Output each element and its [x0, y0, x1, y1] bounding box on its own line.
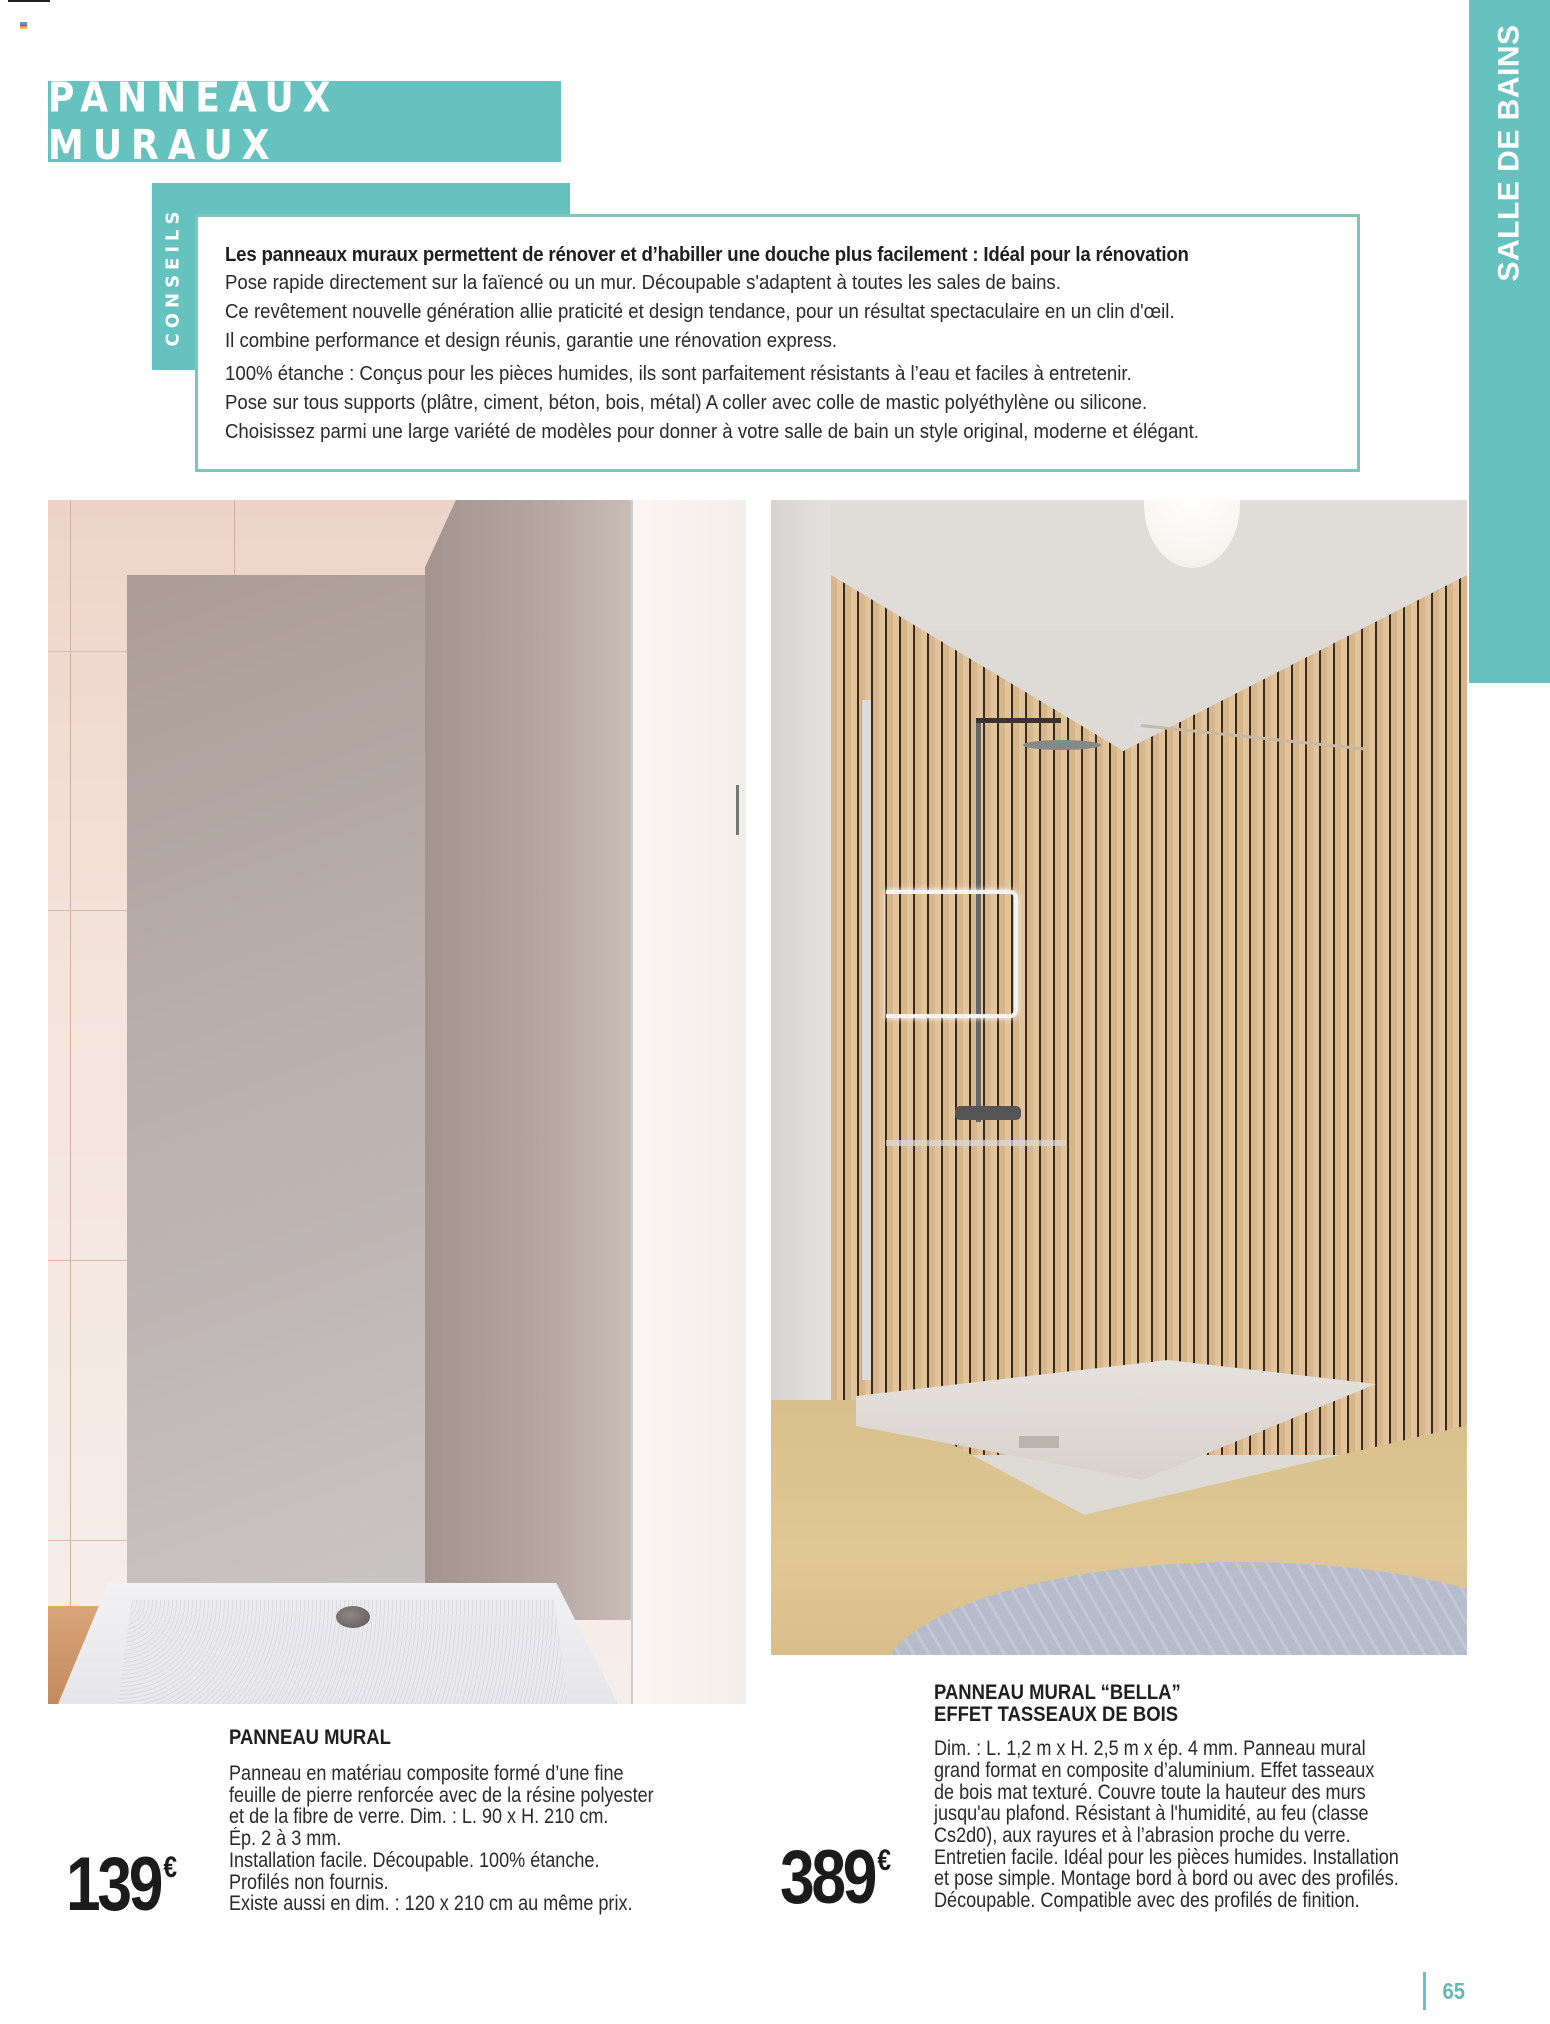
description-line: Existe aussi en dim. : 120 x 210 cm au même prix.	[229, 1892, 633, 1915]
section-title-banner	[48, 74, 561, 169]
tips-group-2	[225, 360, 1331, 447]
drain-icon	[336, 1606, 370, 1628]
description-line: grand format en composite d’aluminium. Effet tasseaux	[934, 1759, 1375, 1782]
description-line: Profilés non fournis.	[229, 1871, 389, 1894]
product-title: PANNEAU MURAL	[229, 1726, 391, 1749]
section-title: PANNEAUX MURAUX	[48, 74, 340, 169]
page-number-value: 65	[1442, 1977, 1466, 2004]
product-subtitle: EFFET TASSEAUX DE BOIS	[934, 1703, 1179, 1726]
description-line: Installation facile. Découpable. 100% étanche.	[229, 1849, 600, 1872]
thermostatic-mixer	[955, 1106, 1021, 1120]
currency-symbol: €	[877, 1844, 892, 1877]
currency-symbol: €	[163, 1851, 178, 1884]
page-number-rule	[1423, 1972, 1426, 2010]
price-tag	[66, 1842, 178, 1927]
description-line: Ép. 2 à 3 mm.	[229, 1827, 342, 1850]
tips-line: Ce revêtement nouvelle génération allie praticité et design tendance, pour un résultat spectaculaire en un clin d'œil.	[225, 301, 1175, 323]
tips-box	[195, 214, 1360, 472]
tips-group-1	[225, 269, 1331, 356]
crop-mark	[8, 0, 50, 2]
description-line: et de la fibre de verre. Dim. : L. 90 x H. 210 cm.	[229, 1805, 609, 1828]
description-line: Cs2d0), aux rayures et à l’abrasion proche du verre.	[934, 1824, 1351, 1847]
product-image-wood-slat-panel	[771, 500, 1467, 1655]
shower-head-icon	[1023, 740, 1101, 750]
glass-panel-profile	[861, 700, 871, 1380]
description-line: de bois mat texturé. Couvre toute la hauteur des murs	[934, 1781, 1366, 1804]
print-color-bar-icon	[20, 22, 27, 29]
tips-line: Choisissez parmi une large variété de modèles pour donner à votre salle de bain un style original, moderne et élégant.	[225, 421, 1199, 443]
description-line: Dim. : L. 1,2 m x H. 2,5 m x ép. 4 mm. Panneau mural	[934, 1737, 1366, 1760]
description-line: feuille de pierre renforcée avec de la résine polyester	[229, 1784, 654, 1807]
description-line: jusqu'au plafond. Résistant à l'humidité, au feu (classe	[934, 1802, 1369, 1825]
category-side-tab	[1469, 0, 1550, 683]
stone-wall-panel-side	[425, 500, 631, 1620]
description-line: Panneau en matériau composite formé d’une fine	[229, 1762, 624, 1785]
description-line: Découpable. Compatible avec des profilés de finition.	[934, 1889, 1360, 1912]
tips-lead: Les panneaux muraux permettent de rénover et d’habiller une douche plus facilement : Idéal pour la rénovation	[225, 244, 1189, 266]
price-tag	[780, 1835, 892, 1920]
product-title: PANNEAU MURAL “BELLA”	[934, 1681, 1181, 1704]
description-line: et pose simple. Montage bord à bord ou avec des profilés.	[934, 1867, 1399, 1890]
tips-tab-label: CONSEILS	[162, 206, 184, 347]
tips-line: Pose sur tous supports (plâtre, ciment, béton, bois, métal) A coller avec colle de mastic polyéthylène ou silicone.	[225, 392, 1148, 414]
tips-line: 100% étanche : Conçus pour les pièces humides, ils sont parfaitement résistants à l’eau et faciles à entretenir.	[225, 363, 1132, 385]
door-handle	[736, 785, 739, 835]
tips-tab	[152, 183, 194, 370]
category-label: SALLE DE BAINS	[1492, 23, 1526, 282]
led-mirror-reflection	[886, 890, 1018, 1018]
page-number	[1423, 1972, 1467, 2010]
tips-line: Pose rapide directement sur la faïencé ou un mur. Découpable s'adaptent à toutes les sales de bains.	[225, 272, 1061, 294]
tips-line: Il combine performance et design réunis, garantie une rénovation express.	[225, 330, 838, 352]
price-value: 389	[780, 1835, 875, 1920]
stone-wall-panel	[127, 575, 425, 1615]
price-value: 139	[66, 1842, 161, 1927]
description-line: Entretien facile. Idéal pour les pièces humides. Installation	[934, 1846, 1399, 1869]
product-image-stone-panel	[48, 500, 746, 1704]
